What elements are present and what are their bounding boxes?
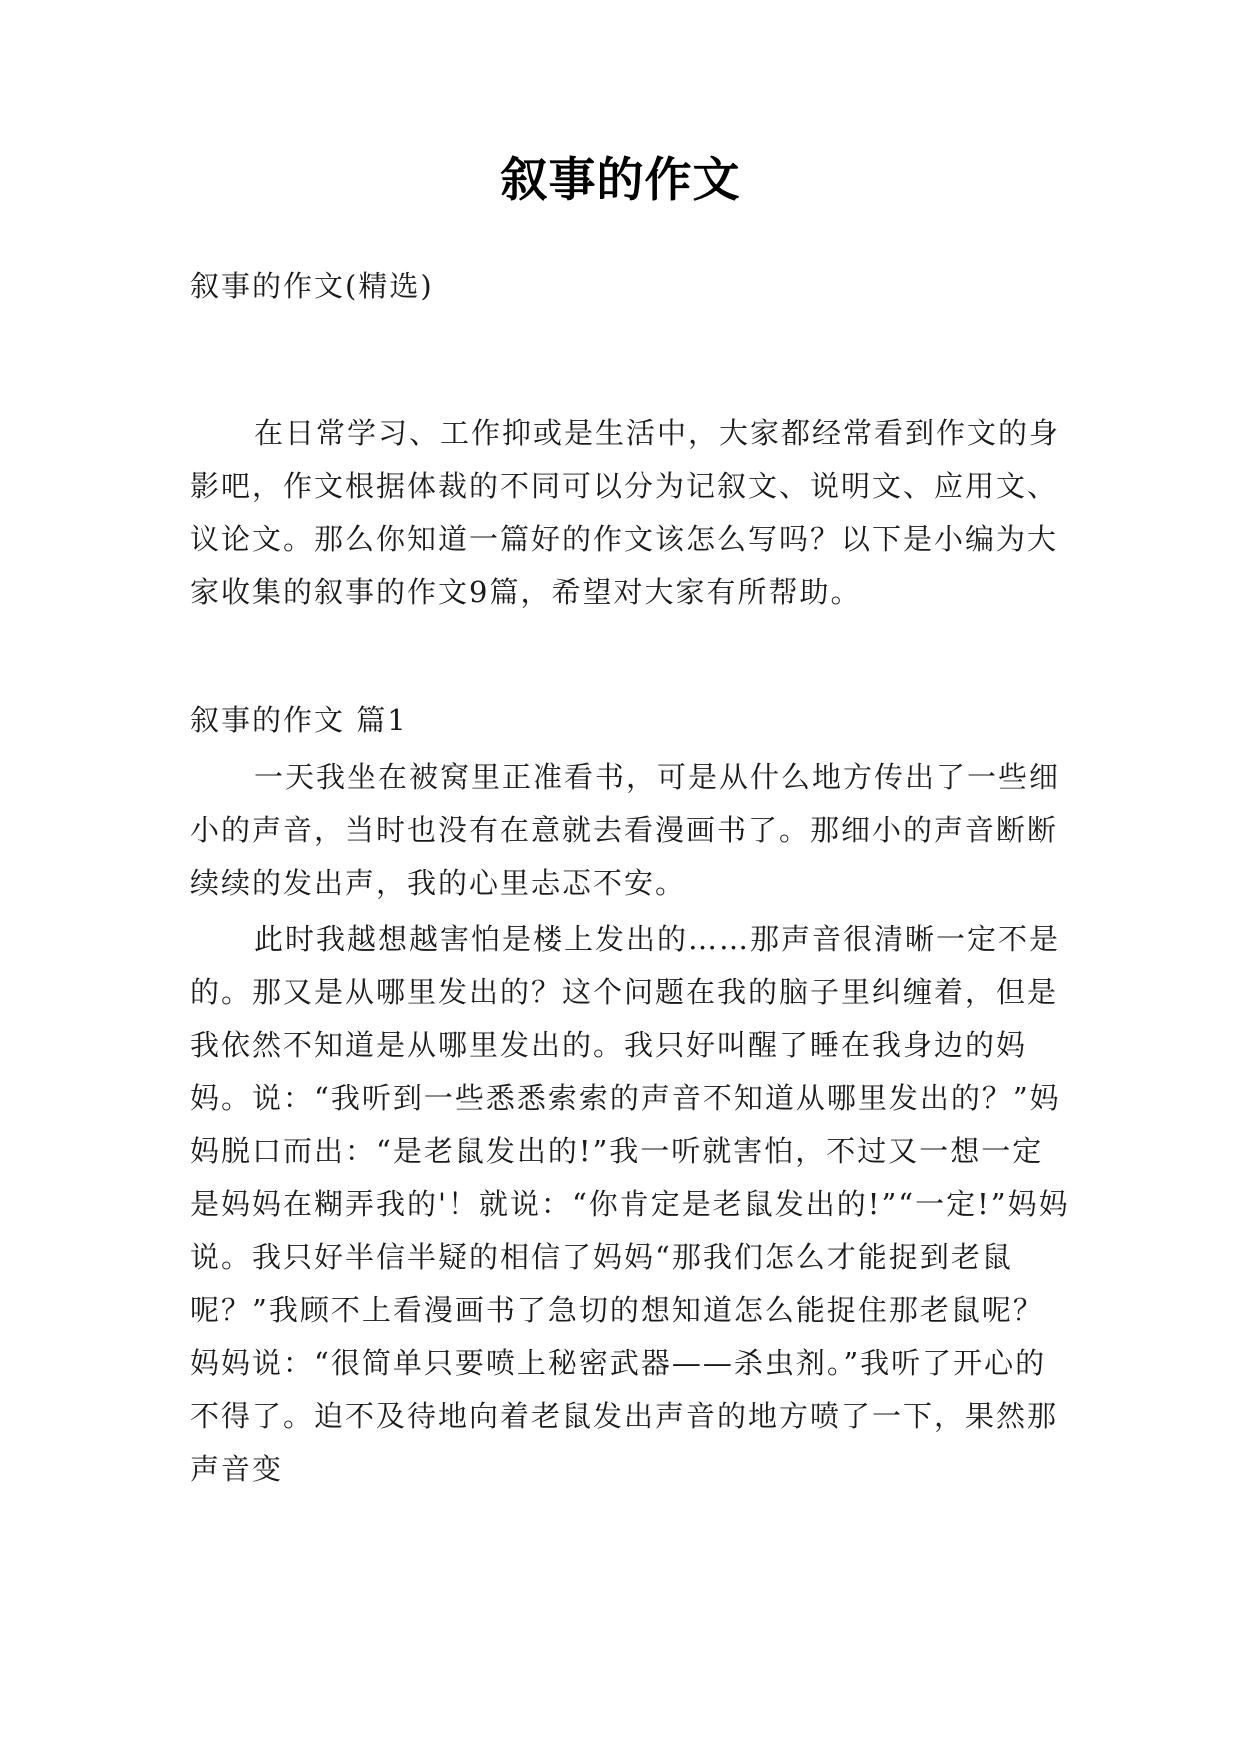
document-subtitle: 叙事的作文(精选) — [190, 269, 434, 303]
document-title: 叙事的作文 — [500, 153, 741, 208]
intro-paragraph: 在日常学习、工作抑或是生活中，大家都经常看到作文的身影吧，作文根据体裁的不同可以分为记叙文、说明文、应用文、议论文。那么你知道一篇好的作文该怎么写吗？以下是小编为大家收集的叙事的作文9篇，希望对大家有所帮助。 — [190, 416, 1061, 609]
section-heading: 叙事的作文 篇1 — [190, 703, 408, 737]
body-paragraph: 此时我越想越害怕是楼上发出的……那声音很清晰一定不是的。那又是从哪里发出的？这个问题在我的脑子里纠缠着，但是我依然不知道是从哪里发出的。我只好叫醒了睡在我身边的妈妈。说：“我听到一些悉悉索索的声音不知道从哪里发出的？”妈妈脱口而出：“是老鼠发出的!”我一听就害怕，不过又一想一定是妈妈在糊弄我的'！就说：“你肯定是老鼠发出的!”“一定!”妈妈说。我只好半信半疑的相信了妈妈“那我们怎么才能捉到老鼠呢？”我顾不上看漫画书了急切的想知道怎么能捉住那老鼠呢？妈妈说：“很简单只要喷上秘密武器——杀虫剂。”我听了开心的不得了。迫不及待地向着老鼠发出声音的地方喷了一下，果然那声音变 — [190, 922, 1070, 1486]
body-paragraph: 一天我坐在被窝里正准看书，可是从什么地方传出了一些细小的声音，当时也没有在意就去看漫画书了。那细小的声音断断续续的发出声，我的心里忐忑不安。 — [190, 760, 1061, 900]
